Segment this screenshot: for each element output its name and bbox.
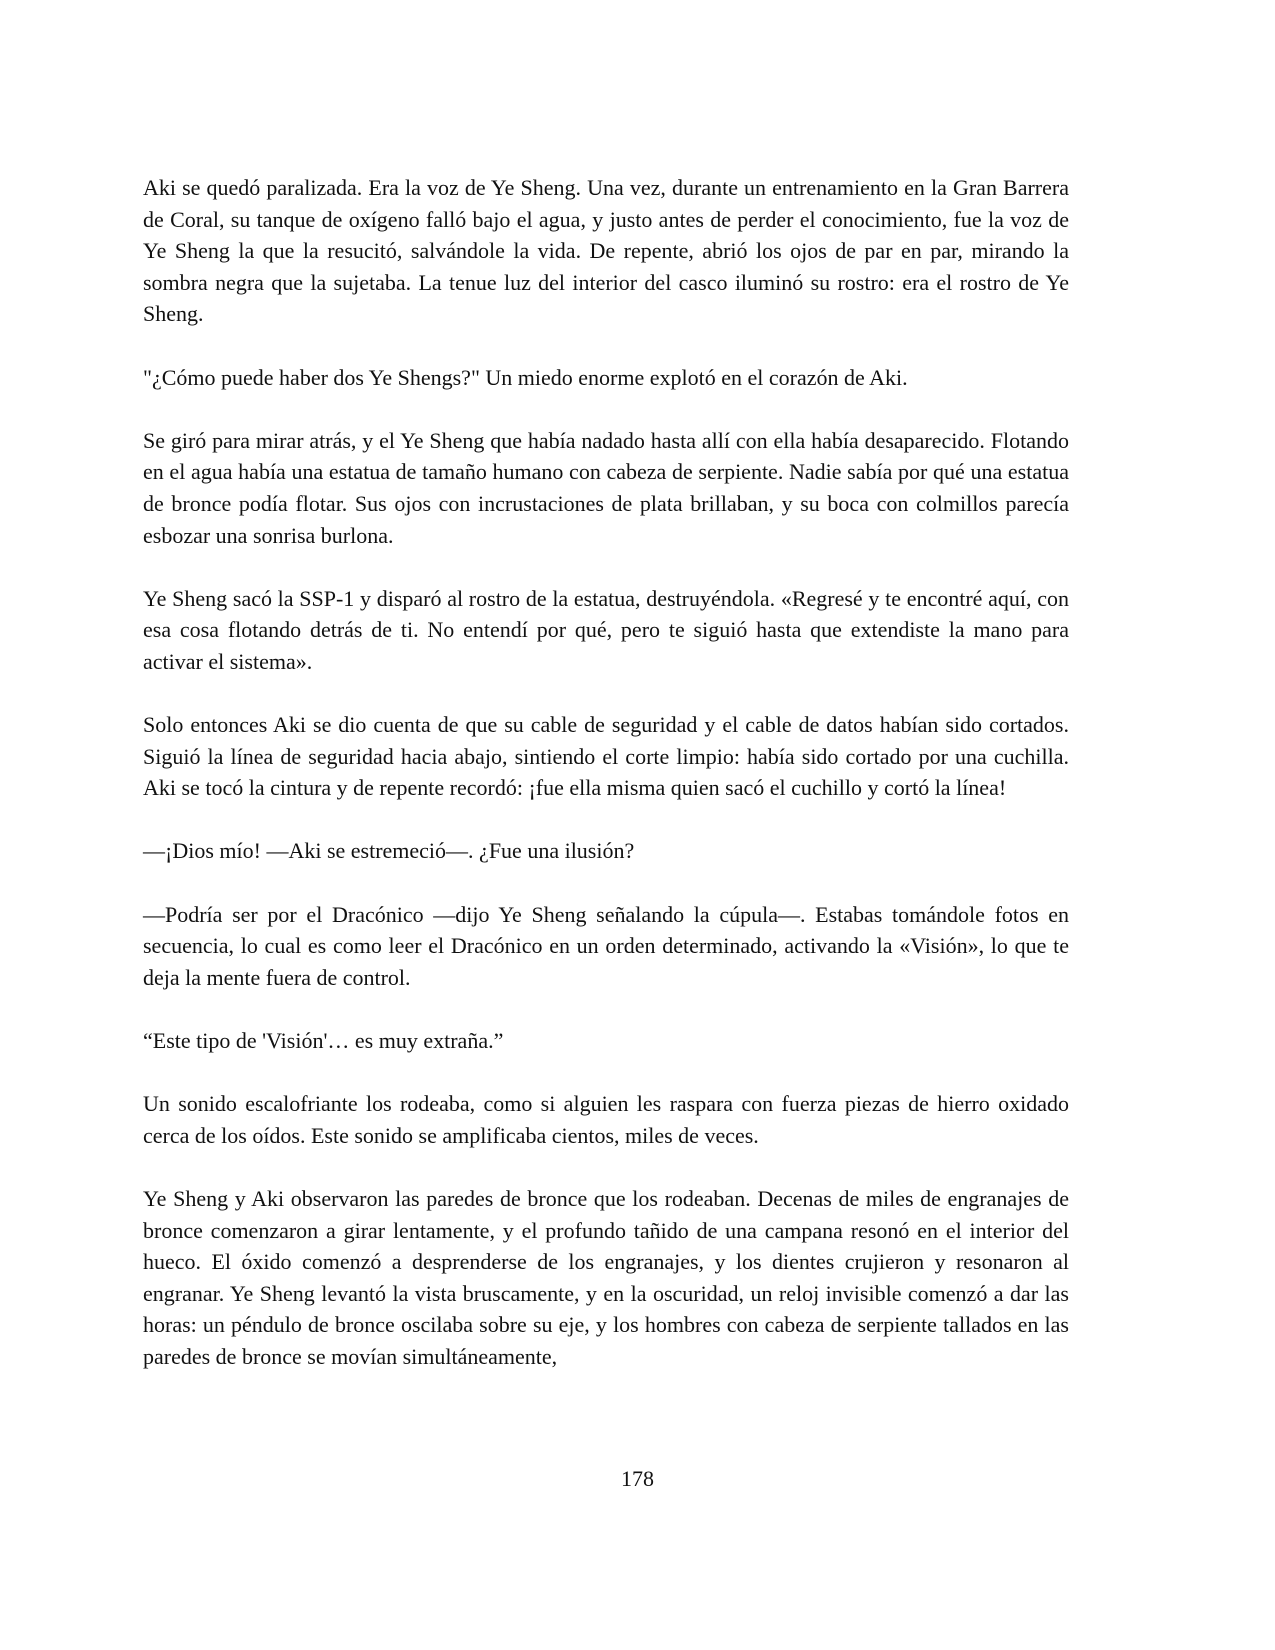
paragraph: Un sonido escalofriante los rodeaba, como si alguien les raspara con fuerza piezas de hierro oxidado cerca de los oídos. Este sonido se amplificaba cientos, miles de veces. xyxy=(143,1091,1069,1148)
paragraph: Se giró para mirar atrás, y el Ye Sheng que había nadado hasta allí con ella había desaparecido. Flotando en el agua había una estatua de tamaño humano con cabeza de serpiente. Nadie sabía por qué una estatua de bronce podía flotar. Sus ojos con incrustaciones de plata brillaban, y su boca con colmillos parecía esbozar una sonrisa burlona. xyxy=(143,427,1069,548)
paragraph: Ye Sheng sacó la SSP-1 y disparó al rostro de la estatua, destruyéndola. «Regresé y te encontré aquí, con esa cosa flotando detrás de ti. No entendí por qué, pero te siguió hasta que extendiste la mano para activar el sistema». xyxy=(143,585,1069,674)
page-number: 178 xyxy=(621,1466,654,1491)
paragraph: —¡Dios mío! —Aki se estremeció—. ¿Fue una ilusión? xyxy=(143,838,635,864)
paragraph: "¿Cómo puede haber dos Ye Shengs?" Un miedo enorme explotó en el corazón de Aki. xyxy=(143,364,908,390)
paragraph: Solo entonces Aki se dio cuenta de que su cable de seguridad y el cable de datos habían sido cortados. Siguió la línea de seguridad hacia abajo, sintiendo el corte limpio: había sido cortado por una cuchilla. Aki se tocó la cintura y de repente recordó: ¡fue ella misma quien sacó el cuchillo y cortó la línea! xyxy=(143,712,1069,801)
paragraph: “Este tipo de 'Visión'… es muy extraña.” xyxy=(143,1028,504,1054)
body-text xyxy=(143,172,1069,1404)
paragraph: Aki se quedó paralizada. Era la voz de Ye Sheng. Una vez, durante un entrenamiento en la Gran Barrera de Coral, su tanque de oxígeno falló bajo el agua, y justo antes de perder el conocimiento, fue la voz de Ye Sheng la que la resucitó, salvándole la vida. De repente, abrió los ojos de par en par, mirando la sombra negra que la sujetaba. La tenue luz del interior del casco iluminó su rostro: era el rostro de Ye Sheng. xyxy=(143,175,1069,327)
paragraph: Ye Sheng y Aki observaron las paredes de bronce que los rodeaban. Decenas de miles de engranajes de bronce comenzaron a girar lentamente, y el profundo tañido de una campana resonó en el interior del hueco. El óxido comenzó a desprenderse de los engranajes, y los dientes crujieron y resonaron al engranar. Ye Sheng levantó la vista bruscamente, y en la oscuridad, un reloj invisible comenzó a dar las horas: un péndulo de bronce oscilaba sobre su eje, y los hombres con cabeza de serpiente tallados en las paredes de bronce se movían simultáneamente, xyxy=(143,1186,1069,1369)
paragraph: —Podría ser por el Dracónico —dijo Ye Sheng señalando la cúpula—. Estabas tomándole fotos en secuencia, lo cual es como leer el Dracónico en un orden determinado, activando la «Visión», lo que te deja la mente fuera de control. xyxy=(143,901,1069,990)
